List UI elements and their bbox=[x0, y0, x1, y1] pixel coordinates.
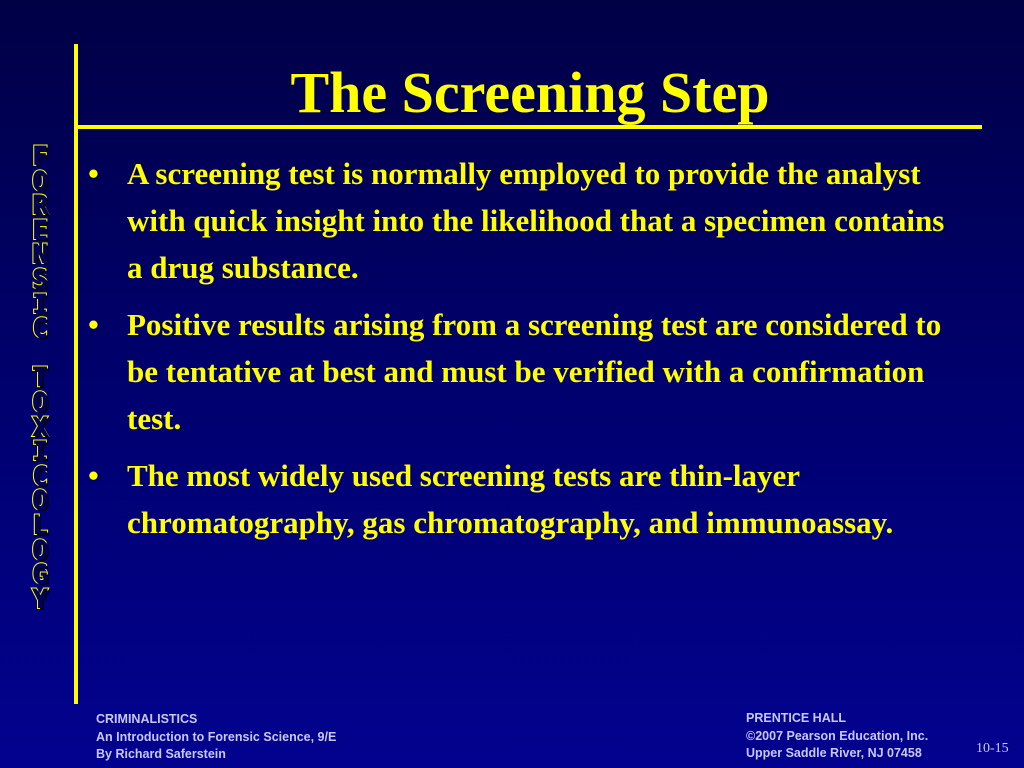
footer-book-subtitle: An Introduction to Forensic Science, 9/E bbox=[96, 729, 337, 744]
vertical-title-letter: O bbox=[31, 485, 49, 517]
bullet-marker: • bbox=[88, 307, 99, 342]
vertical-title-letter: E bbox=[31, 214, 49, 246]
bullet-text: Positive results arising from a screening test are considered to be tentative at best and must be verified with a confirmation test. bbox=[127, 307, 942, 436]
vertical-title-letter: S bbox=[31, 263, 49, 295]
bullet-item bbox=[88, 150, 958, 291]
vertical-rule bbox=[74, 44, 78, 704]
vertical-title-letter: I bbox=[31, 436, 49, 468]
vertical-title-letter: X bbox=[31, 411, 49, 443]
vertical-section-title bbox=[10, 141, 70, 615]
page-number: 10-15 bbox=[976, 741, 1009, 756]
bullet-text: The most widely used screening tests are thin-layer chromatography, gas chromatography, and immunoassay. bbox=[127, 458, 894, 540]
vertical-title-letter: N bbox=[31, 239, 49, 271]
vertical-title-letter: O bbox=[31, 386, 49, 418]
vertical-title-letter: O bbox=[31, 534, 49, 566]
bullet-item bbox=[88, 452, 958, 546]
bullet-item bbox=[88, 301, 958, 442]
footer-copyright: ©2007 Pearson Education, Inc. bbox=[746, 728, 929, 743]
bullet-text: A screening test is normally employed to provide the analyst with quick insight into the likelihood that a specimen contains a drug substance. bbox=[127, 156, 945, 285]
bullet-list bbox=[88, 150, 958, 556]
vertical-title-letter: F bbox=[31, 141, 49, 172]
bullet-marker: • bbox=[88, 156, 99, 191]
footer-publisher: PRENTICE HALL bbox=[746, 711, 846, 725]
slide-title: The Screening Step bbox=[290, 60, 770, 125]
footer-address: Upper Saddle River, NJ 07458 bbox=[746, 746, 922, 760]
vertical-title-letter: C bbox=[31, 313, 49, 345]
vertical-title-letter: R bbox=[31, 190, 49, 222]
footer-book-info bbox=[96, 711, 336, 764]
vertical-title-letter: L bbox=[31, 509, 49, 541]
footer-book-title: CRIMINALISTICS bbox=[96, 712, 198, 726]
vertical-title-letter: T bbox=[31, 362, 49, 394]
vertical-title-letter: C bbox=[31, 460, 49, 492]
footer-author: By Richard Saferstein bbox=[96, 747, 226, 761]
vertical-title-letter: O bbox=[31, 165, 49, 197]
footer-publisher-info bbox=[746, 710, 928, 763]
vertical-title-letter: G bbox=[31, 559, 49, 591]
vertical-title-letter: I bbox=[31, 288, 49, 320]
bullet-marker: • bbox=[88, 458, 99, 493]
vertical-title-letter: Y bbox=[31, 583, 49, 615]
